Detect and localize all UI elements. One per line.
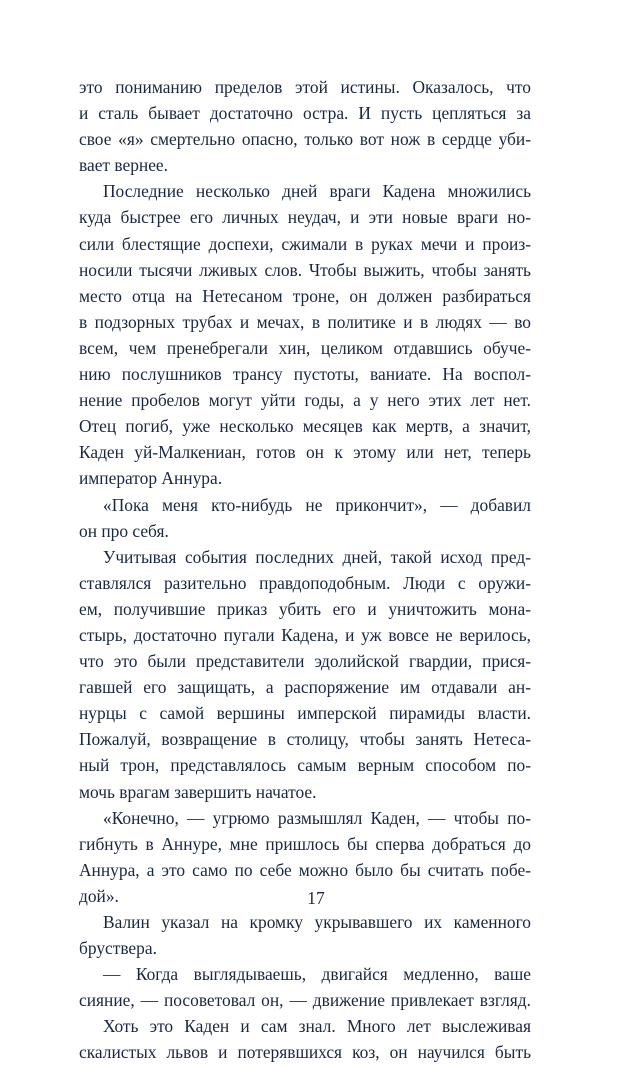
text-line: место отца на Нетесаном троне, он должен разбираться [79,285,531,306]
text-line: гибнуть в Аннуре, мне пришлось бы сперва добраться до [79,833,531,854]
text-line: мочь врагам завершить начатое. [79,781,317,802]
text-line: Последние несколько дней враги Кадена множились [103,181,531,202]
text-line: скалистых львов и потерявшихся коз, он научился быть [79,1042,531,1063]
text-line: «Пока меня кто-нибудь не прикончит», — добавил [103,494,531,515]
text-line: и сталь бывает достаточно остра. И пусть цепляться за [79,103,531,124]
text-line: ный трон, представлялось самым верным способом по- [79,755,531,776]
text-line: это пониманию пределов этой истины. Оказалось, что [79,77,531,97]
text-line: Хоть это Каден и сам знал. Много лет выслеживая [103,1016,531,1037]
text-line: сили блестящие доспехи, сжимали в руках мечи и произ- [79,233,531,254]
text-line: всем, чем пренебрегали хин, целиком отдавшись обуче- [79,337,531,358]
text-line: нурцы с самой вершины имперской пирамиды власти. [79,703,531,724]
text-line: дой». [79,885,119,906]
text-line: Учитывая события последних дней, такой исход пред- [103,546,531,567]
text-line: куда быстрее его личных неудач, и эти новые враги но- [79,207,531,228]
text-line: нию послушников трансу пустоты, ваниате. На воспол- [79,364,531,385]
text-line: гавшей его защищать, а распоряжение им отдавали ан- [79,677,531,698]
text-line: император Аннура. [79,468,223,489]
text-line: ем, получившие приказ убить его и уничтожить мона- [79,598,531,619]
text-line: нение пробелов могут уйти годы, а у него этих лет нет. [79,390,531,411]
text-line: Отец погиб, уже несколько месяцев как мертв, а значит, [79,416,531,437]
text-line: «Конечно, — угрюмо размышлял Каден, — чтобы по- [103,807,531,828]
text-line: — Когда выглядываешь, двигайся медленно, ваше [103,964,531,985]
text-line: стырь, достаточно пугали Кадена, и уж вовсе не верилось, [79,624,531,645]
text-line: в подзорных трубах и мечах, в политике и в людях — во [79,311,531,332]
text-line: Пожалуй, возвращение в столицу, чтобы занять Нетеса- [79,729,531,750]
text-line: Аннура, а это само по себе можно было бы считать побе- [79,859,531,880]
text-line: свое «я» смертельно опасно, только вот нож в сердце уби- [79,129,531,150]
text-line: он про себя. [79,520,169,541]
text-line: сияние, — посоветовал он, — движение привлекает взгляд. [79,990,531,1011]
text-line: носили тысячи лживых слов. Чтобы выжить, чтобы занять [79,259,531,280]
body-text [79,74,531,1066]
text-line: вает вернее. [79,155,168,176]
page-number: 17 [307,888,325,908]
text-line: Валин указал на кромку укрывавшего их каменного [103,912,531,932]
text-line: ставлялся разительно правдоподобным. Люди с оружи- [79,572,531,593]
text-line: что это были представители эдолийской гвардии, прися- [79,651,531,672]
text-line: бруствера. [79,938,157,959]
text-line: Каден уй-Малкениан, готов он к этому или нет, теперь [79,442,531,463]
